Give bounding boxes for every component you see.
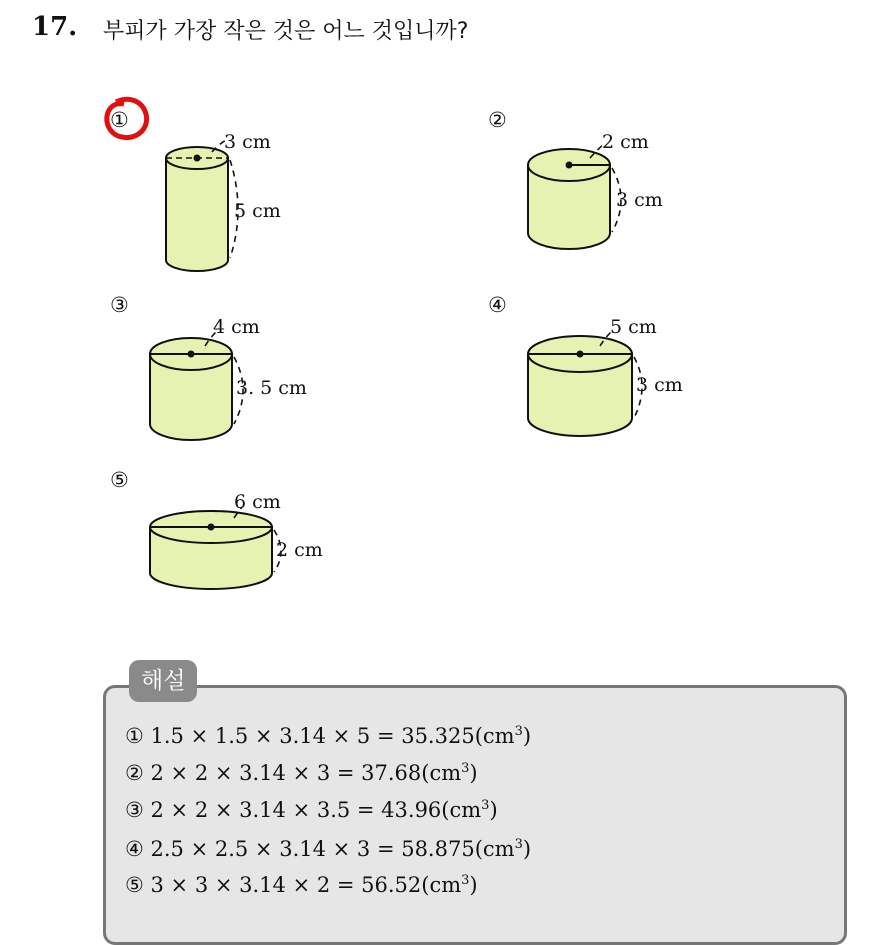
solution-line-2-sup: 3 [461, 761, 470, 776]
solution-line-5 [125, 873, 478, 897]
option-2-center [566, 162, 573, 169]
question-number: 17. [32, 12, 78, 42]
option-4-radius-label: 5 cm [610, 316, 657, 338]
option-5-marker: ⑤ [110, 468, 129, 492]
option-5-height-label: 2 cm [276, 539, 323, 561]
option-1-center [194, 155, 201, 162]
solution-line-3-marker: ③ [125, 798, 144, 822]
question-text: 부피가 가장 작은 것은 어느 것입니까? [103, 19, 469, 44]
solution-line-1-sup: 3 [514, 724, 523, 739]
option-3-marker: ③ [110, 293, 129, 317]
solution-line-2-marker: ② [125, 761, 144, 785]
option-3-center [188, 351, 195, 358]
solution-line-1-close: ) [522, 724, 532, 748]
solution-tag: 해설 [129, 660, 197, 702]
solution-line-5-marker: ⑤ [125, 873, 144, 897]
option-2-height-label: 3 cm [616, 189, 663, 211]
option-1-cylinder-body [166, 158, 228, 271]
option-3[interactable] [110, 293, 307, 440]
option-5-center [208, 524, 215, 531]
solution-line-5-close: ) [469, 873, 478, 897]
solution-line-4-sup: 3 [514, 837, 523, 852]
solution-line-3 [125, 798, 498, 822]
option-4-center [577, 351, 584, 358]
solution-line-1 [125, 724, 531, 748]
option-4-marker: ④ [488, 293, 507, 317]
solution-line-2 [125, 761, 478, 785]
solution-line-3-expr: 2 × 2 × 3.14 × 3.5 = 43.96(cm [150, 798, 482, 822]
option-3-radius-label: 4 cm [213, 316, 260, 338]
solution-line-1-expr: 1.5 × 1.5 × 3.14 × 5 = 35.325(cm [150, 724, 515, 748]
option-4[interactable] [488, 293, 683, 436]
solution-line-3-close: ) [489, 798, 498, 822]
option-2-marker: ② [488, 108, 507, 132]
option-4-height-label: 3 cm [636, 374, 683, 396]
option-2-radius-label: 2 cm [602, 131, 649, 153]
solution-line-2-close: ) [469, 761, 478, 785]
solution-line-2-expr: 2 × 2 × 3.14 × 3 = 37.68(cm [150, 761, 462, 785]
solution-line-1-marker: ① [125, 724, 144, 748]
solution-line-3-sup: 3 [481, 798, 490, 813]
solution-line-4-close: ) [522, 837, 532, 861]
solution-line-4-marker: ④ [125, 837, 144, 861]
option-2[interactable] [488, 108, 663, 249]
solution-line-5-expr: 3 × 3 × 3.14 × 2 = 56.52(cm [150, 873, 462, 897]
option-5-radius-label: 6 cm [234, 491, 281, 513]
option-1-height-label: 5 cm [234, 200, 281, 222]
option-3-height-label: 3. 5 cm [236, 377, 307, 399]
option-5[interactable] [110, 468, 323, 589]
option-1-radius-label: 3 cm [224, 131, 271, 153]
option-1-marker: ① [110, 108, 129, 132]
solution-line-4 [125, 837, 531, 861]
solution-line-5-sup: 3 [461, 873, 470, 888]
option-1[interactable] [107, 99, 281, 271]
solution-line-4-expr: 2.5 × 2.5 × 3.14 × 3 = 58.875(cm [150, 837, 515, 861]
